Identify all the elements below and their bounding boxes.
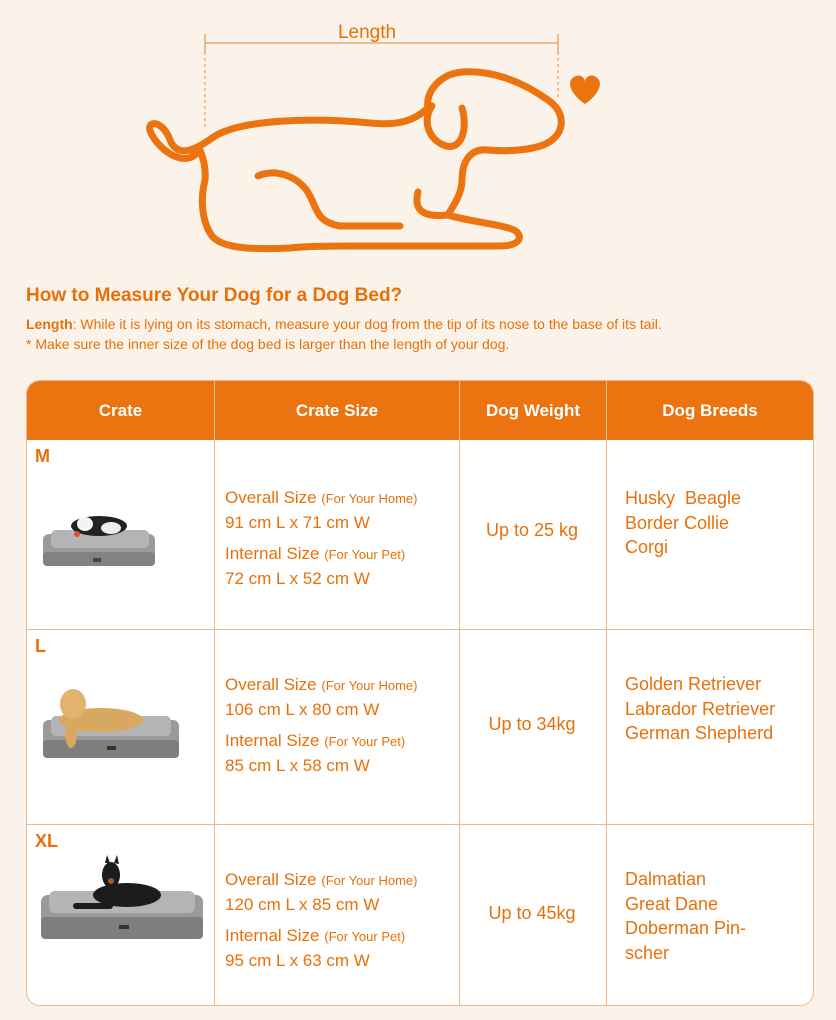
crate-size-info (225, 673, 465, 785)
dog-weight: Up to 34kg (488, 714, 576, 734)
breed-line: Border Collie (625, 512, 730, 533)
internal-size-heading (225, 542, 465, 567)
internal-size-note: (For Your Pet) (324, 734, 406, 749)
breed-line: Labrador Retriever (625, 698, 776, 719)
dog-breeds (625, 672, 811, 746)
internal-size-note: (For Your Pet) (324, 929, 406, 944)
overall-size-heading (225, 673, 465, 698)
overall-size (225, 868, 465, 917)
size-label: M (35, 446, 50, 466)
overall-size-heading (225, 868, 465, 893)
breed-line: Golden Retriever (625, 674, 762, 694)
table-row (27, 440, 813, 629)
internal-size-value: 95 cm L x 63 cm W (225, 951, 370, 970)
size-label: L (35, 636, 46, 656)
breed-line: Corgi (625, 537, 669, 557)
table-row (27, 630, 813, 824)
dog-weight: Up to 25 kg (485, 520, 579, 540)
breed-line: scher (625, 942, 670, 963)
header-dog-breeds: Dog Breeds (662, 400, 758, 420)
breed-line: Doberman Pin- (625, 918, 747, 938)
header-crate: Crate (98, 400, 143, 420)
breed-line: Husky Beagle (625, 488, 742, 508)
crate-size-info (225, 486, 465, 598)
overall-size-label: Overall Size (225, 870, 317, 889)
overall-size-note: (For Your Home) (321, 873, 418, 888)
internal-size-label: Internal Size (225, 926, 320, 945)
internal-size-heading (225, 729, 465, 754)
length-label: Length (337, 22, 397, 43)
dog-breeds (625, 486, 811, 560)
overall-size-value: 106 cm L x 80 cm W (225, 700, 380, 719)
internal-size-label: Internal Size (225, 544, 320, 563)
overall-size-note: (For Your Home) (321, 678, 418, 693)
breed-line: Dalmatian (625, 869, 707, 889)
measure-instructions (26, 314, 826, 354)
internal-size-heading (225, 924, 465, 949)
overall-size (225, 673, 465, 722)
size-label: XL (35, 831, 59, 851)
header-crate-size: Crate Size (295, 400, 379, 420)
overall-size-label: Overall Size (225, 488, 317, 507)
length-term: Length (26, 316, 73, 332)
breed-line: German Shepherd (625, 723, 774, 743)
dog-measure-illustration (0, 0, 836, 270)
overall-size-value: 91 cm L x 71 cm W (225, 513, 370, 532)
internal-size-value: 85 cm L x 58 cm W (225, 756, 370, 775)
overall-size (225, 486, 465, 535)
table-header (27, 381, 813, 440)
dog-bed-xl-image (39, 855, 205, 943)
dog-bed-m-image (41, 512, 159, 570)
page-title: How to Measure Your Dog for a Dog Bed? (26, 285, 403, 306)
overall-size-label: Overall Size (225, 675, 317, 694)
dog-breeds (625, 867, 811, 965)
size-note: * Make sure the inner size of the dog bed is larger than the length of your dog. (26, 336, 510, 352)
overall-size-value: 120 cm L x 85 cm W (225, 895, 380, 914)
overall-size-heading (225, 486, 465, 511)
header-dog-weight: Dog Weight (485, 400, 581, 420)
internal-size (225, 924, 465, 973)
length-text: : While it is lying on its stomach, measure your dog from the tip of its nose to the base of its tail. (72, 316, 662, 332)
size-table (26, 380, 814, 1006)
internal-size-label: Internal Size (225, 731, 320, 750)
internal-size (225, 542, 465, 591)
internal-size-note: (For Your Pet) (324, 547, 406, 562)
table-row (27, 825, 813, 1005)
dog-weight: Up to 45kg (488, 903, 576, 923)
length-instruction (26, 314, 826, 334)
overall-size-note: (For Your Home) (321, 491, 418, 506)
dog-bed-l-image (41, 684, 181, 762)
internal-size-value: 72 cm L x 52 cm W (225, 569, 370, 588)
breed-line: Great Dane (625, 893, 719, 914)
dog-outline-icon (0, 0, 836, 270)
crate-size-info (225, 868, 465, 980)
internal-size (225, 729, 465, 778)
